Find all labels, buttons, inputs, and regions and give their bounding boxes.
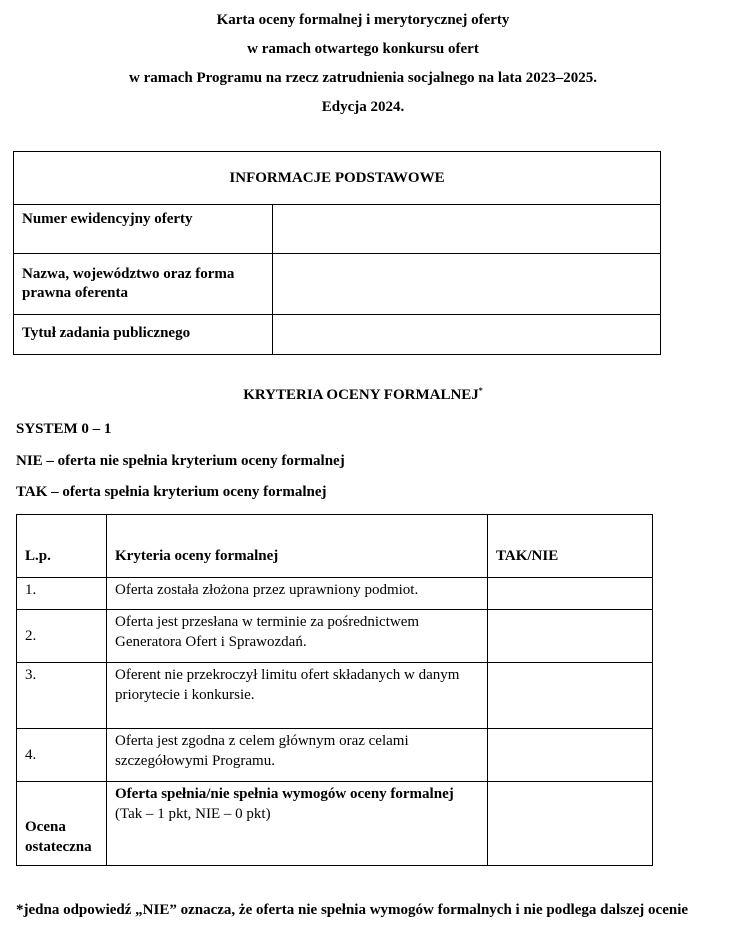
header-line-1: Karta oceny formalnej i merytorycznej oferty bbox=[216, 12, 510, 28]
row-answer-cell[interactable] bbox=[488, 578, 653, 610]
table-row bbox=[17, 729, 653, 782]
row-number: 4. bbox=[17, 729, 107, 782]
info-table-title: INFORMACJE PODSTAWOWE bbox=[14, 152, 661, 205]
table-row bbox=[17, 663, 653, 729]
criteria-header-row bbox=[17, 515, 653, 578]
final-criterion bbox=[107, 782, 488, 866]
legend-tak: TAK – oferta spełnia kryterium oceny formalnej bbox=[16, 484, 327, 500]
info-value-task-title[interactable] bbox=[273, 315, 661, 355]
row-number: 3. bbox=[17, 663, 107, 729]
row-answer-cell[interactable] bbox=[488, 663, 653, 729]
header-line-4: Edycja 2024. bbox=[321, 99, 405, 115]
final-criterion-note: (Tak – 1 pkt, NIE – 0 pkt) bbox=[115, 806, 271, 822]
header-line-3: w ramach Programu na rzecz zatrudnienia socjalnego na lata 2023–2025. bbox=[129, 70, 597, 86]
header-line-2: w ramach otwartego konkursu ofert bbox=[247, 41, 479, 57]
final-row bbox=[17, 782, 653, 866]
info-label-applicant: Nazwa, województwo oraz forma prawna oferenta bbox=[14, 254, 273, 315]
row-number: 2. bbox=[17, 610, 107, 663]
info-value-applicant[interactable] bbox=[273, 254, 661, 315]
header-answer: TAK/NIE bbox=[488, 515, 653, 578]
system-label: SYSTEM 0 – 1 bbox=[16, 421, 112, 437]
row-criterion: Oferta jest zgodna z celem głównym oraz celami szczegółowymi Programu. bbox=[107, 729, 488, 782]
footnote: *jedna odpowiedź „NIE” oznacza, że oferta nie spełnia wymogów formalnych i nie podlega dalszej ocenie bbox=[16, 902, 689, 918]
info-value-offer-number[interactable] bbox=[273, 205, 661, 254]
row-criterion: Oferent nie przekroczył limitu ofert składanych w danym priorytecie i konkursie. bbox=[107, 663, 488, 729]
header-lp: L.p. bbox=[17, 515, 107, 578]
row-answer-cell[interactable] bbox=[488, 729, 653, 782]
section-title-footnote-mark: * bbox=[478, 386, 483, 395]
final-label: Ocena ostateczna bbox=[17, 782, 107, 866]
info-label-offer-number: Numer ewidencyjny oferty bbox=[14, 205, 273, 254]
row-criterion: Oferta została złożona przez uprawniony podmiot. bbox=[107, 578, 488, 610]
section-title-text: KRYTERIA OCENY FORMALNEJ bbox=[243, 387, 479, 403]
table-row bbox=[17, 578, 653, 610]
criteria-table bbox=[16, 514, 653, 866]
table-row bbox=[17, 610, 653, 663]
info-table bbox=[13, 151, 661, 355]
header-criteria: Kryteria oceny formalnej bbox=[107, 515, 488, 578]
final-criterion-bold: Oferta spełnia/nie spełnia wymogów oceny formalnej bbox=[115, 786, 454, 802]
row-answer-cell[interactable] bbox=[488, 610, 653, 663]
final-answer-cell[interactable] bbox=[488, 782, 653, 866]
row-number: 1. bbox=[17, 578, 107, 610]
row-criterion: Oferta jest przesłana w terminie za pośrednictwem Generatora Ofert i Sprawozdań. bbox=[107, 610, 488, 663]
info-label-task-title: Tytuł zadania publicznego bbox=[14, 315, 273, 355]
section-title bbox=[0, 387, 726, 404]
legend-nie: NIE – oferta nie spełnia kryterium oceny formalnej bbox=[16, 453, 345, 469]
document-header bbox=[0, 6, 726, 122]
